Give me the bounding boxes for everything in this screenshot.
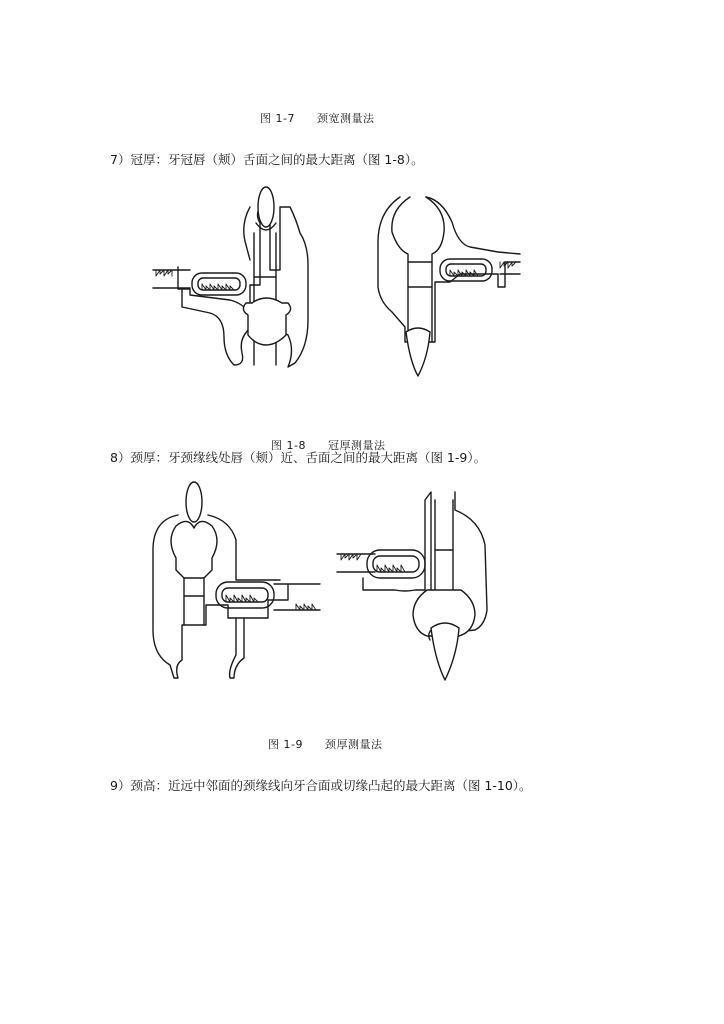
figure-number: 图 1-8 bbox=[271, 439, 306, 452]
paragraph-crown-thickness: 7）冠厚：牙冠唇（颊）舌面之间的最大距离（图 1-8）。 bbox=[110, 152, 424, 167]
figure-number: 图 1-9 bbox=[268, 738, 303, 751]
figure-1-9-caliper-left bbox=[148, 480, 320, 680]
figure-title: 冠厚测量法 bbox=[327, 439, 386, 452]
figure-1-8-caliper-right bbox=[370, 192, 530, 382]
figure-1-8-caliper-left bbox=[150, 185, 320, 380]
paragraph-neck-thickness: 8）颈厚：牙颈缘线处唇（颊）近、舌面之间的最大距离（图 1-9）。 bbox=[110, 450, 487, 465]
figure-caption-1-7 bbox=[252, 97, 374, 126]
figure-caption-1-9 bbox=[260, 723, 382, 752]
figure-1-9-caliper-right bbox=[335, 490, 495, 685]
figure-title: 颈厚测量法 bbox=[324, 738, 383, 751]
figure-title: 颈宽测量法 bbox=[316, 112, 375, 125]
figure-number: 图 1-7 bbox=[260, 112, 295, 125]
paragraph-neck-height: 9）颈高：近远中邻面的颈缘线向牙合面或切缘凸起的最大距离（图 1-10）。 bbox=[110, 778, 532, 793]
